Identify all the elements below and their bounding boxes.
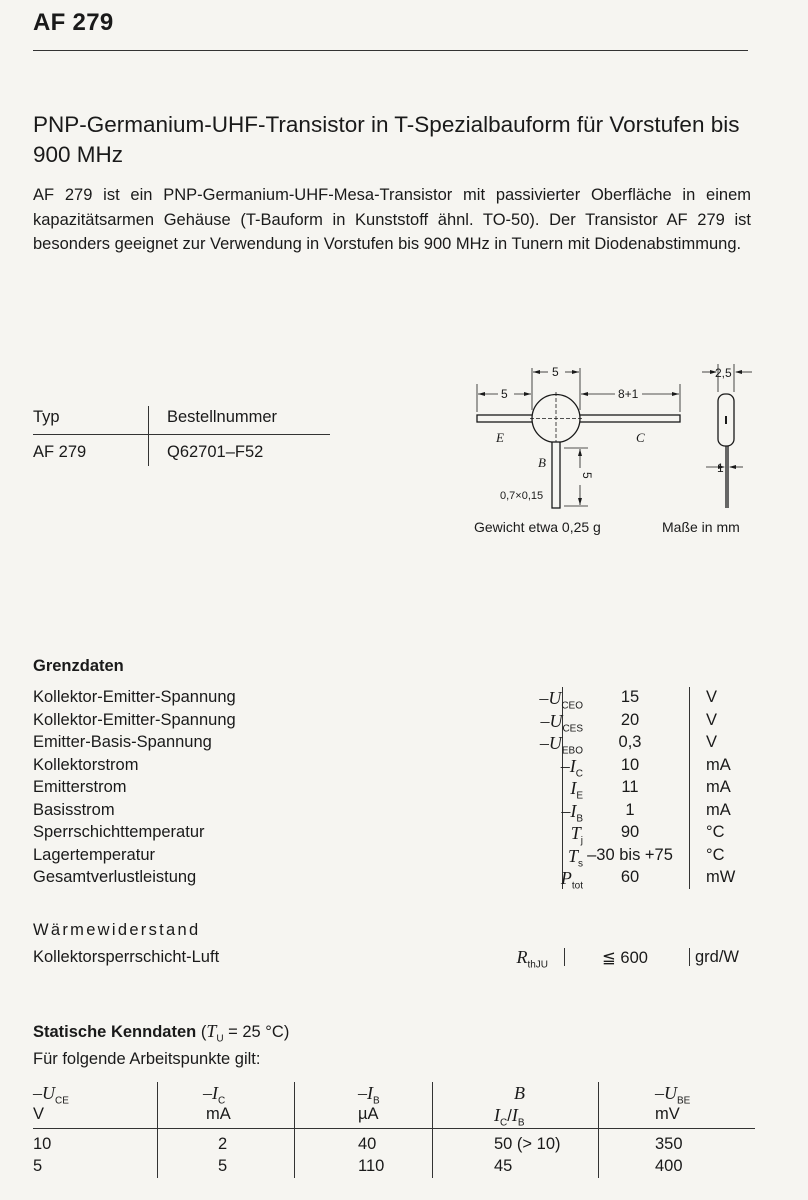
col-header-symbol: –U [655,1083,677,1103]
col-header-subscript: CE [55,1095,69,1107]
order-cell-bestellnummer: Q62701–F52 [167,443,264,461]
waermewiderstand-title: Wärmewiderstand [33,921,201,939]
grenzdaten-row [33,801,753,823]
col-unit-a: I [494,1105,500,1125]
statische-kenndaten-title [33,1021,289,1045]
row-unit: V [706,710,718,729]
statische-kenndaten-subtitle: Für folgende Arbeitspunkte gilt: [33,1050,261,1068]
row-symbol-sub: CEO [561,700,583,712]
table-cell: 5 [33,1157,43,1175]
grenzdaten-title: Grenzdaten [33,657,124,675]
header-rule [33,50,748,51]
table-cell: 5 [218,1157,228,1175]
static-table-divider [432,1082,433,1178]
row-symbol-main: –U [540,710,563,731]
table-cell: 40 [358,1135,377,1153]
row-unit: V [706,733,718,751]
order-table-divider [148,406,149,466]
row-label: Emitterstrom [33,778,127,796]
row-label: Emitter-Basis-Spannung [33,733,212,751]
waermewiderstand-symbol-main: R [516,947,528,967]
table-cell: 2 [218,1135,228,1153]
dim-body-thickness: 2,5 [715,366,732,380]
condition-rest: = 25 °C) [223,1023,290,1041]
pin-label-collector: C [636,430,645,445]
static-table-divider [157,1082,158,1178]
row-value: 0,3 [618,733,642,751]
intro-paragraph: AF 279 ist ein PNP-Germanium-UHF-Mesa-Transistor mit passivierter Oberfläche in einem kapazitätsarmen Gehäuse (T-Bauform in Kunststoff ähnl. TO-50). Der Transistor AF 279 ist besonders geeignet zur Verwendung in Vorstufen bis 900 MHz in Tunern mit Diodenabstimmung. [33,186,751,253]
dim-body-diameter: 5 [552,365,559,379]
row-label: Kollektorstrom [33,755,139,774]
grenzdaten-row [33,846,753,868]
static-table-rule [33,1128,755,1129]
col-header-ib [358,1083,380,1107]
row-value: 15 [620,688,640,706]
row-symbol-sub: j [580,835,583,847]
grenzdaten-row [33,868,753,890]
col-header-subscript: B [373,1095,380,1107]
part-number-title: AF 279 [33,9,114,36]
table-cell: 350 [655,1135,683,1153]
row-unit: °C [706,823,725,841]
row-symbol-main: T [570,823,581,843]
row-value: 60 [620,868,640,886]
table-cell: 50 (> 10) [494,1135,561,1153]
statische-kenndaten-condition [200,1021,290,1045]
col-unit-ube: mV [655,1105,680,1123]
document-heading: PNP-Germanium-UHF-Transistor in T-Spezialbauform für Vorstufen bis 900 MHz [33,112,740,167]
condition-symbol [206,1021,224,1045]
row-symbol-main: P [560,868,572,888]
table-cell: 110 [358,1157,385,1175]
dim-lead-b-length: 5 [580,472,594,479]
grenzdaten-row [33,778,753,800]
waermewiderstand-divider-1 [564,948,565,966]
waermewiderstand-symbol [480,947,548,971]
order-cell-typ: AF 279 [33,443,87,461]
grenzdaten-row [33,756,753,778]
col-unit-ic: mA [206,1105,231,1123]
col-unit-b-sub: B [517,1117,525,1129]
grenzdaten-row [33,733,753,755]
row-symbol-sub: tot [571,880,583,892]
row-unit: mW [706,868,736,886]
col-header-ube [655,1083,690,1107]
order-table-rule [33,434,330,435]
col-header-symbol: –U [33,1083,55,1103]
static-table-divider [598,1082,599,1178]
units-caption: Maße in mm [662,519,740,535]
row-label: Kollektor-Emitter-Spannung [33,710,236,729]
row-unit: °C [706,845,725,864]
row-label: Sperrschichttemperatur [33,823,205,841]
col-unit-b [494,1105,525,1129]
col-header-subscript: C [218,1095,226,1107]
row-unit: mA [706,755,731,774]
pin-label-emitter: E [496,430,504,445]
row-value: 11 [621,778,639,796]
row-value: 10 [620,755,640,774]
dim-lead-cross-section: 0,7×0,15 [500,490,544,502]
dim-lead-e-length: 5 [501,387,508,401]
col-header-symbol: B [514,1083,525,1103]
row-value: 1 [625,800,635,819]
row-label: Basisstrom [33,800,115,819]
condition-symbol-main: T [206,1021,217,1041]
row-value: 20 [620,710,640,729]
row-symbol-sub: B [576,813,583,825]
col-header-symbol: –I [358,1083,373,1103]
row-symbol-main: T [567,845,578,866]
weight-caption: Gewicht etwa 0,25 g [474,519,601,535]
row-unit: mA [706,778,731,796]
package-drawing [470,360,770,515]
row-label: Lagertemperatur [33,845,155,864]
col-header-symbol: –I [203,1083,218,1103]
table-cell: 10 [33,1135,52,1153]
grenzdaten-row [33,688,753,710]
pin-label-base: B [538,455,546,470]
col-unit-uce: V [33,1105,45,1123]
row-label: Gesamtverlustleistung [33,868,197,886]
waermewiderstand-label: Kollektorsperrschicht-Luft [33,948,220,966]
col-header-ic [203,1083,225,1107]
col-header-subscript: BE [677,1095,691,1107]
row-unit: mA [706,800,731,819]
order-header-bestellnummer: Bestellnummer [167,408,278,426]
col-header-uce [33,1083,69,1107]
row-label: Kollektor-Emitter-Spannung [33,688,236,706]
col-header-b [514,1083,525,1104]
waermewiderstand-symbol-sub: thJU [527,959,548,971]
statische-kenndaten-heading: Statische Kenndaten [33,1023,197,1041]
row-symbol-main: I [570,778,577,798]
row-symbol-sub: CES [562,723,583,735]
condition-symbol-sub: U [216,1033,224,1045]
waermewiderstand-divider-2 [689,948,690,966]
waermewiderstand-unit: grd/W [695,948,740,966]
col-unit-b-main: I [511,1105,518,1125]
grenzdaten-row [33,711,753,733]
grenzdaten-row [33,823,753,845]
waermewiderstand-value: ≦ 600 [602,949,648,967]
col-unit-ib: µA [358,1105,379,1123]
row-symbol-main: –U [539,688,562,708]
row-symbol-main: –I [561,800,577,821]
row-symbol-sub: E [576,790,583,802]
dim-lead-thickness: 1 [717,461,724,475]
col-unit-a-sub: C [500,1117,508,1129]
row-symbol-sub: C [575,768,583,780]
row-value: 90 [620,823,640,841]
col-unit-sep: / [507,1107,512,1125]
order-header-typ: Typ [33,408,60,426]
row-value: –30 bis +75 [587,845,673,864]
row-symbol-sub: s [578,858,583,870]
row-symbol-main: –U [539,733,562,753]
static-table-divider [294,1082,295,1178]
row-unit: V [706,688,718,706]
dim-lead-c-length: 8+1 [618,387,639,401]
row-symbol-main: –I [560,755,576,776]
table-cell: 45 [494,1157,513,1175]
table-cell: 400 [655,1157,683,1175]
condition-open: ( [200,1023,207,1041]
row-symbol-sub: EBO [561,745,583,757]
